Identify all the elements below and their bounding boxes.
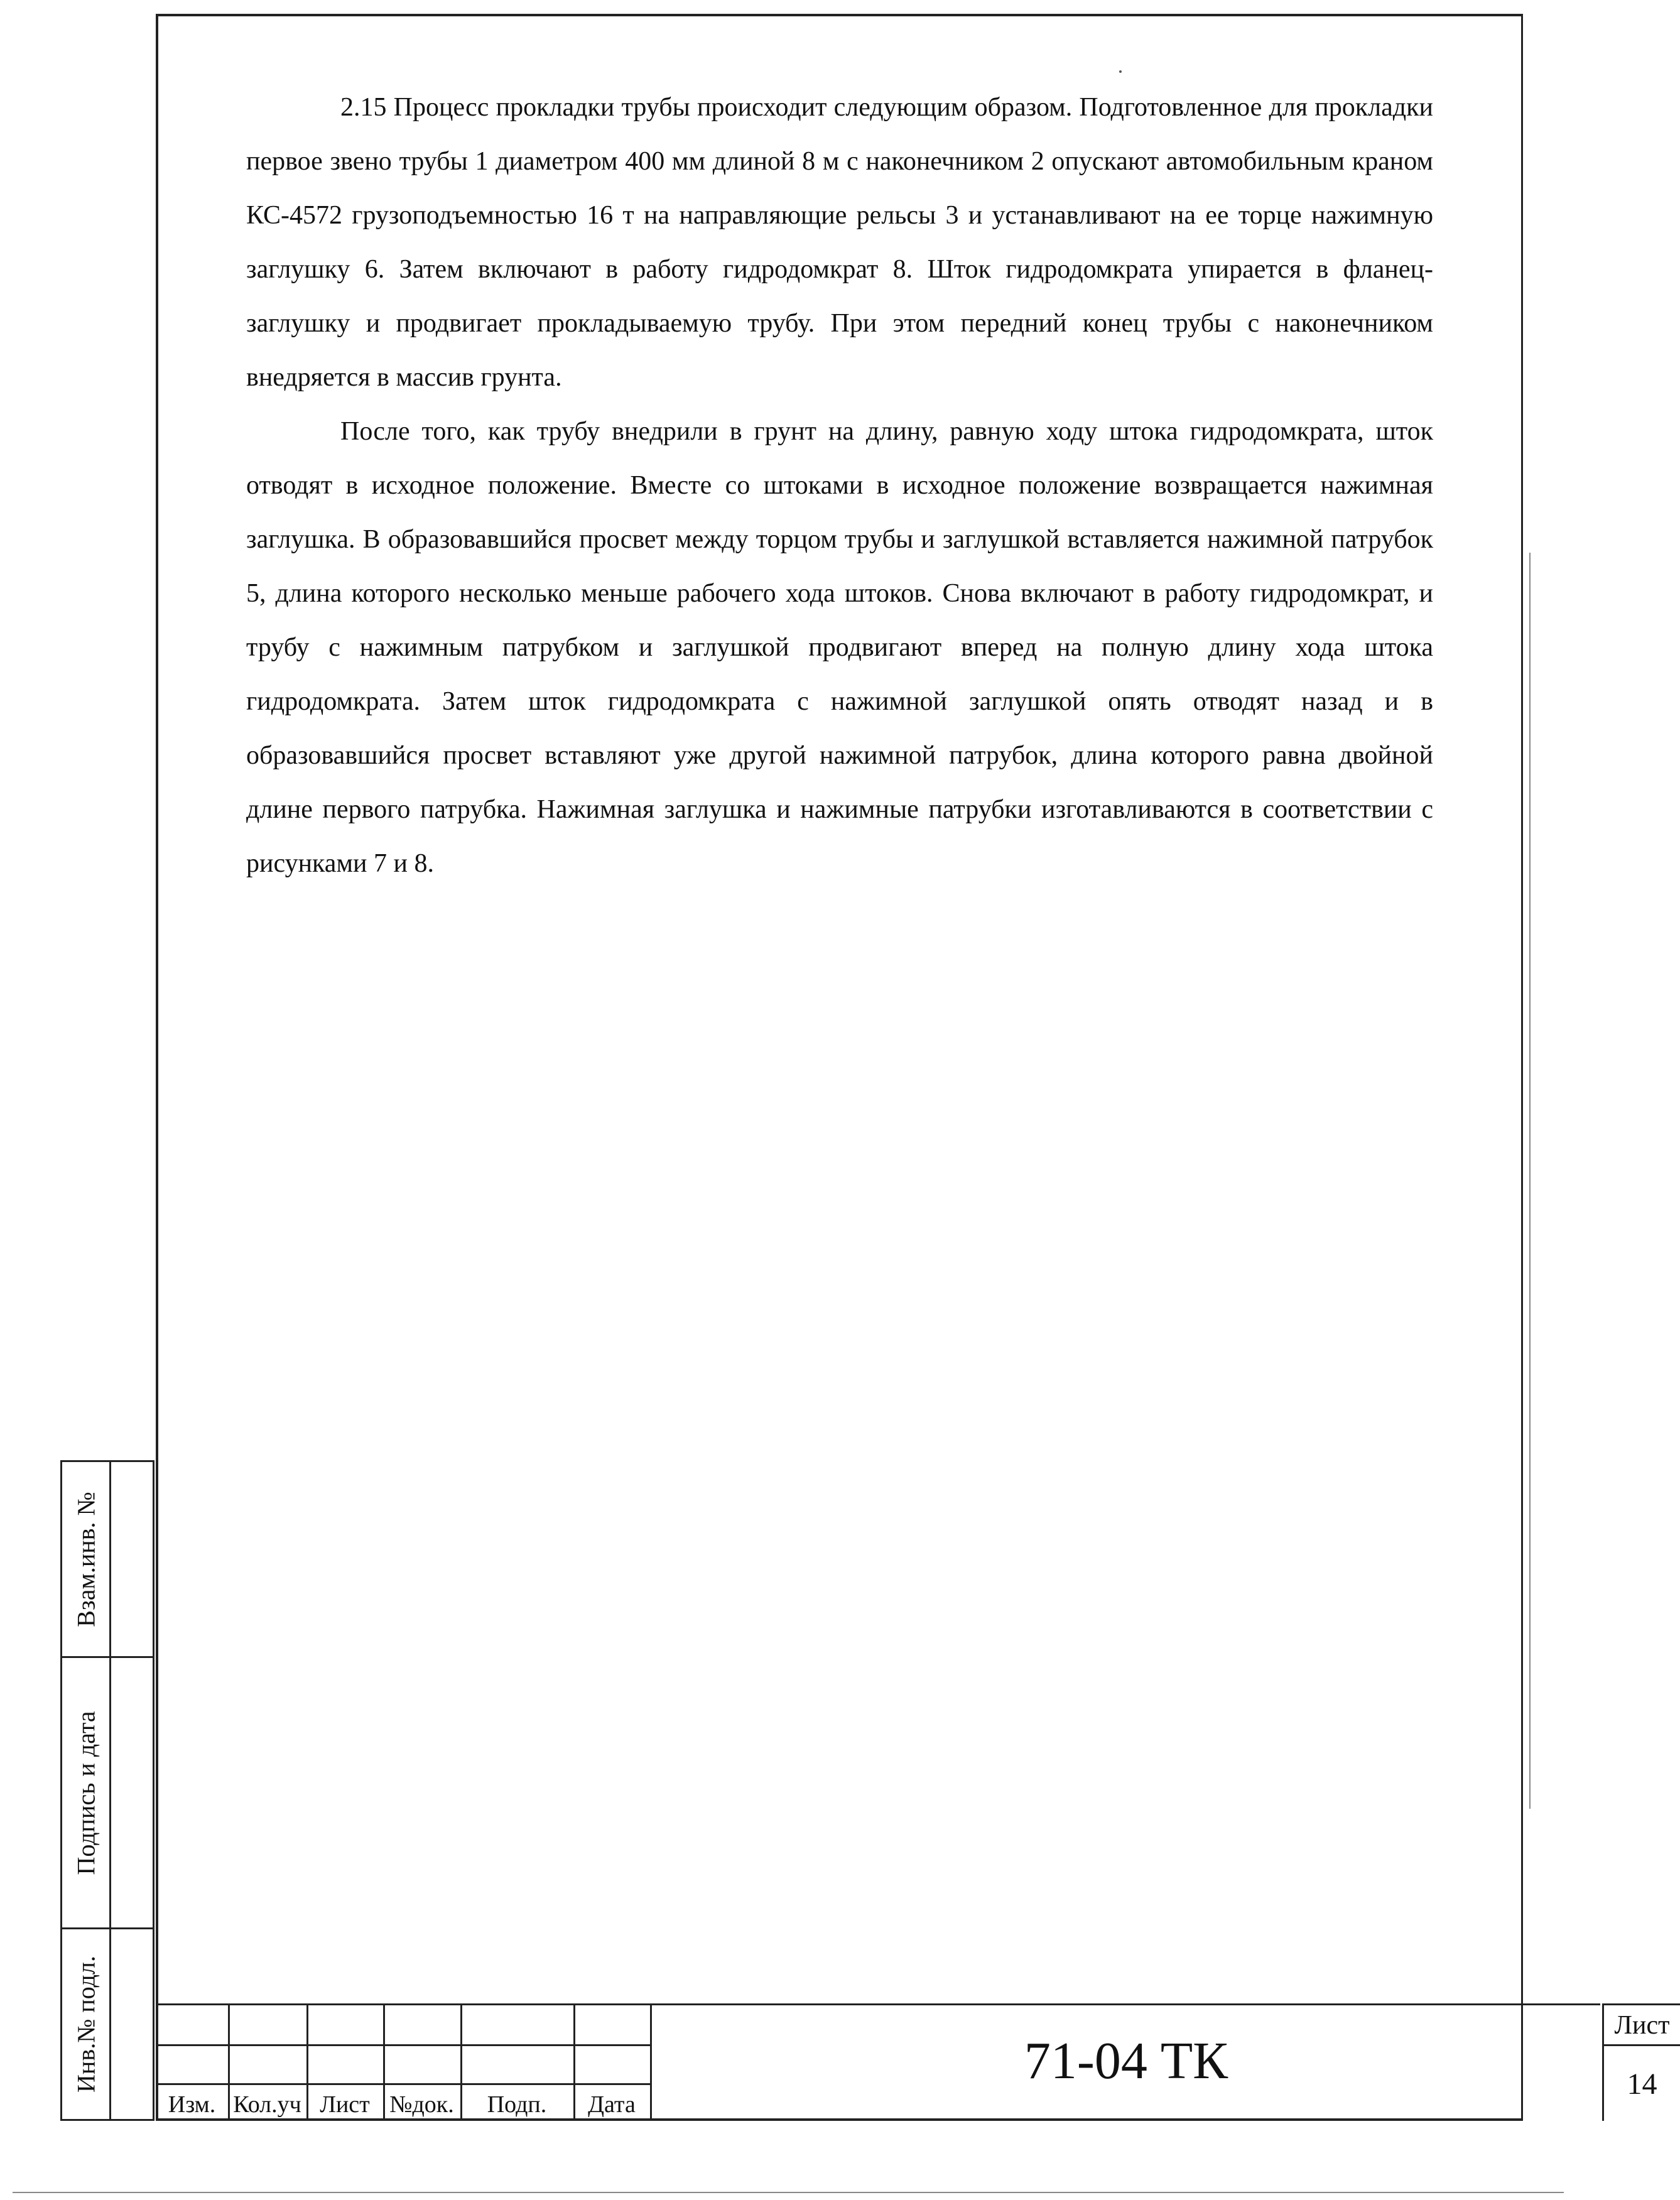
sheet-cell xyxy=(1602,2003,1680,2121)
stamp-original-inv-label: Инв.№ подл. xyxy=(72,1956,100,2093)
header-change: Изм. xyxy=(168,2091,216,2118)
document-code-cell xyxy=(652,2003,1600,2121)
header-signature: Подп. xyxy=(487,2091,547,2118)
header-date: Дата xyxy=(588,2091,636,2118)
scan-edge-line xyxy=(1529,553,1531,1809)
scan-bottom-line xyxy=(13,2192,1564,2193)
revision-table xyxy=(156,2003,652,2121)
stamp-replaced-inv-label: Взам.инв. № xyxy=(72,1491,100,1627)
paragraph-pipe-advance: После того, как трубу внедрили в грунт на длину, равную ходу штока гидродомкрата, шток отводят в исходное положение. Вместе со штоками в исходное положение возвращается нажимная заглушка. В образовавшийся просвет между торцом трубы и заглушкой вставляется нажимной патрубок 5, длина которого несколько меньше рабочего хода штоков. Снова включают в работу гидродомкрат, и трубу с нажимным патрубком и заглушкой продвигают вперед на полную длину хода штока гидродомкрата. Затем шток гидродомкрата с нажимной заглушкой опять отводят назад и в образовавшийся просвет вставляют уже другой нажимной патрубок, длина которого равна двойной длине первого патрубка. Нажимная заглушка и нажимные патрубки изготавливаются в соответствии с рисунками 7 и 8. xyxy=(246,417,1433,878)
document-code: 71-04 ТК xyxy=(1024,2032,1228,2090)
stamp-signature-date-label: Подпись и дата xyxy=(72,1710,100,1875)
stamp-signature-date xyxy=(60,1656,154,1929)
header-doc-no: №док. xyxy=(389,2091,454,2118)
sheet-label: Лист xyxy=(1614,2011,1670,2040)
header-count: Кол.уч xyxy=(233,2091,301,2118)
paragraph-2-15: 2.15 Процесс прокладки трубы происходит следующим образом. Подготовленное для прокладки первое звено трубы 1 диаметром 400 мм длиной 8 м с наконечником 2 опускают автомобильным краном КС-4572 грузоподъемностью 16 т на направляющие рельсы 3 и устанавливают на ее торце нажимную заглушку 6. Затем включают в работу гидродомкрат 8. Шток гидродомкрата упирается в фланец-заглушку и продвигает прокладываемую трубу. При этом передний конец трубы с наконечником внедряется в массив грунта. xyxy=(246,93,1433,392)
scan-speck xyxy=(1119,70,1122,73)
stamp-original-inv xyxy=(60,1927,154,2121)
header-sheet: Лист xyxy=(320,2091,370,2118)
body-text xyxy=(246,80,1433,891)
stamp-replaced-inv xyxy=(60,1460,154,1658)
sheet-number: 14 xyxy=(1627,2067,1657,2101)
title-block xyxy=(156,2003,1670,2121)
